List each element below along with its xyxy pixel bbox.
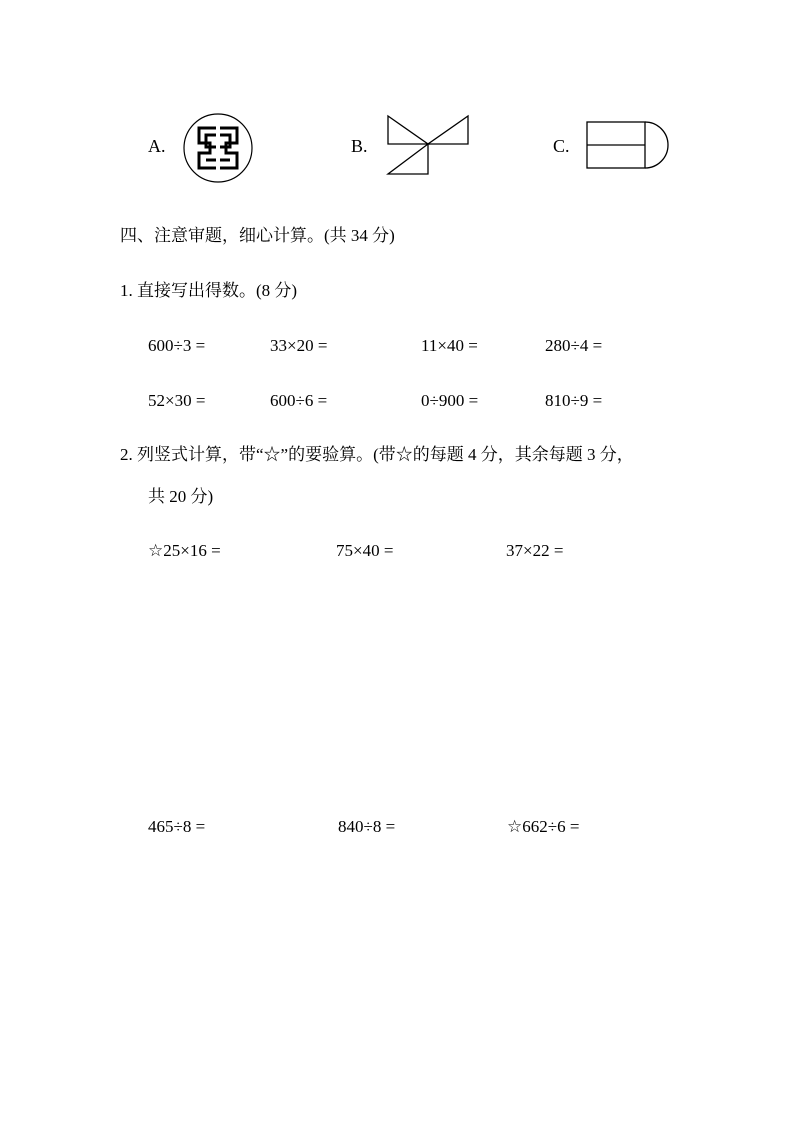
q1-item: 11×40 = xyxy=(421,336,478,355)
q2-item: ☆25×16 = xyxy=(148,541,221,560)
q1-item: 33×20 = xyxy=(270,336,328,355)
circle-pattern-icon xyxy=(182,112,254,184)
triangles-icon xyxy=(386,114,470,178)
option-c-label: C. xyxy=(553,136,570,156)
option-a-label: A. xyxy=(148,136,166,156)
q1-item: 280÷4 = xyxy=(545,336,603,355)
q1-item: 810÷9 = xyxy=(545,391,603,410)
q2-item: 465÷8 = xyxy=(148,817,206,836)
q2-item: 37×22 = xyxy=(506,541,564,560)
q1-title: 1. 直接写出得数。(8 分) xyxy=(120,281,298,300)
q2-title-line2: 共 20 分) xyxy=(148,487,214,506)
option-b-label: B. xyxy=(351,136,368,156)
q1-item: 52×30 = xyxy=(148,391,206,410)
q2-title-line1: 2. 列竖式计算，带“☆”的要验算。(带☆的每题 4 分，其余每题 3 分， xyxy=(120,445,634,464)
q2-item: 75×40 = xyxy=(336,541,394,560)
section-four-heading: 四、注意审题，细心计算。(共 34 分) xyxy=(120,226,395,245)
q1-item: 0÷900 = xyxy=(421,391,479,410)
rect-semicircle-icon xyxy=(586,121,670,171)
q2-item: ☆662÷6 = xyxy=(507,817,580,836)
q2-item: 840÷8 = xyxy=(338,817,396,836)
q1-item: 600÷6 = xyxy=(270,391,328,410)
q1-item: 600÷3 = xyxy=(148,336,206,355)
